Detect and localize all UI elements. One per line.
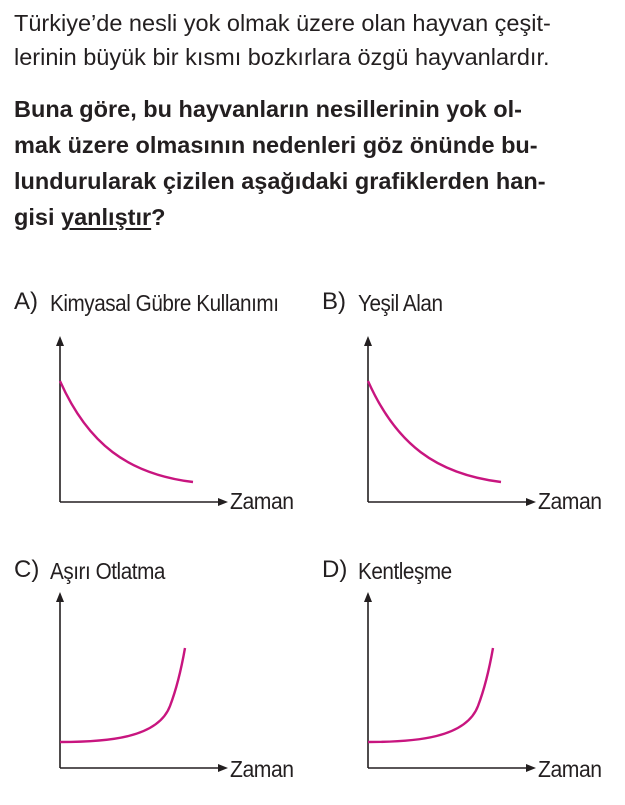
option-b-curve xyxy=(368,381,501,482)
option-c-curve xyxy=(60,648,185,742)
option-a-x-label: Zaman xyxy=(230,488,294,514)
option-c-title: Aşırı Otlatma xyxy=(50,558,165,584)
prompt-line-3: lundurularak çizilen aşağıdaki grafiklerden han- xyxy=(14,168,546,194)
option-c-graph xyxy=(48,590,268,780)
prompt-line-2: mak üzere olmasının nedenleri göz önünde bu- xyxy=(14,132,538,158)
option-d-y-arrow xyxy=(364,592,372,602)
stem-line-2: lerinin büyük bir kısmı bozkırlara özgü hayvanlardır. xyxy=(14,44,550,70)
option-b-x-label: Zaman xyxy=(538,488,602,514)
option-b-letter: B) xyxy=(322,288,346,315)
option-c[interactable] xyxy=(14,556,314,796)
option-a-title: Kimyasal Gübre Kullanımı xyxy=(50,290,279,316)
option-c-y-arrow xyxy=(56,592,64,602)
question-stem xyxy=(14,6,614,74)
option-a[interactable] xyxy=(14,288,314,528)
option-c-x-label: Zaman xyxy=(230,756,294,782)
option-d-letter: D) xyxy=(322,556,348,583)
prompt-line-4 xyxy=(14,199,614,235)
option-a-x-arrow xyxy=(218,498,228,506)
option-b-x-arrow xyxy=(526,498,536,506)
stem-line-1: Türkiye’de nesli yok olmak üzere olan hayvan çeşit- xyxy=(14,10,551,36)
option-d-x-arrow xyxy=(526,764,536,772)
option-d[interactable] xyxy=(322,556,622,796)
option-b-y-arrow xyxy=(364,336,372,346)
option-b[interactable] xyxy=(322,288,622,528)
prompt-line-4-prefix: gisi xyxy=(14,204,62,230)
option-c-letter: C) xyxy=(14,556,40,583)
option-a-curve xyxy=(60,381,193,482)
option-c-x-arrow xyxy=(218,764,228,772)
option-a-letter: A) xyxy=(14,288,38,315)
option-b-title: Yeşil Alan xyxy=(358,290,443,316)
prompt-emphasis: yanlıştır xyxy=(61,204,152,230)
option-d-curve xyxy=(368,648,493,742)
prompt-line-1: Buna göre, bu hayvanların nesillerinin yok ol- xyxy=(14,96,522,122)
option-a-y-arrow xyxy=(56,336,64,346)
option-d-x-label: Zaman xyxy=(538,756,602,782)
option-d-title: Kentleşme xyxy=(358,558,452,584)
question-prompt xyxy=(14,91,614,235)
prompt-line-4-suffix: ? xyxy=(151,204,166,230)
option-d-graph xyxy=(356,590,576,780)
